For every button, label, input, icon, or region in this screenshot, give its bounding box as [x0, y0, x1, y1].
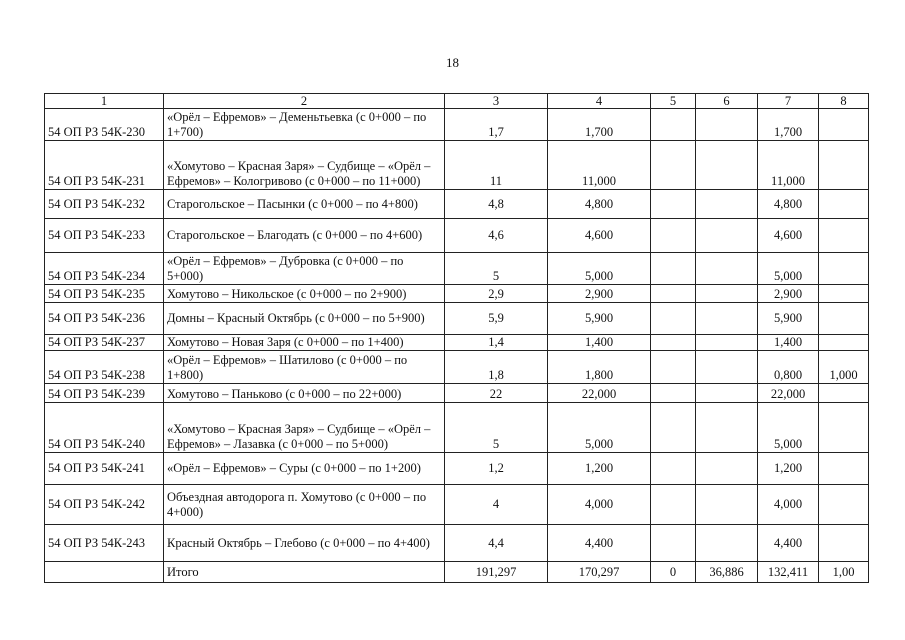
table-row: [45, 285, 869, 303]
cell-col4: 1,700: [548, 109, 651, 141]
cell-col7: 22,000: [758, 384, 819, 403]
cell-col8: [819, 335, 869, 351]
total-col6: 36,886: [696, 562, 758, 583]
road-code: 54 ОП РЗ 54К-230: [45, 109, 164, 141]
header-row: [45, 94, 869, 109]
road-code: 54 ОП РЗ 54К-241: [45, 453, 164, 485]
cell-col6: [696, 351, 758, 384]
cell-col5: [651, 285, 696, 303]
cell-col3: 4: [445, 485, 548, 525]
cell-col6: [696, 403, 758, 453]
page-number: 18: [446, 55, 459, 70]
road-name: «Хомутово – Красная Заря» – Судбище – «Орёл – Ефремов» – Кологривово (с 0+000 – по 11+000): [164, 141, 445, 190]
header-cell: 7: [758, 94, 819, 109]
cell-col5: [651, 219, 696, 253]
cell-col3: 5,9: [445, 303, 548, 335]
table-row: [45, 384, 869, 403]
cell-col3: 4,8: [445, 190, 548, 219]
cell-col5: [651, 335, 696, 351]
cell-col4: 1,800: [548, 351, 651, 384]
total-col8: 1,00: [819, 562, 869, 583]
cell-col8: [819, 141, 869, 190]
road-name: «Орёл – Ефремов» – Дубровка (с 0+000 – по 5+000): [164, 253, 445, 285]
road-code: 54 ОП РЗ 54К-242: [45, 485, 164, 525]
cell-col6: [696, 253, 758, 285]
cell-col4: 4,000: [548, 485, 651, 525]
road-name: Старогольское – Пасынки (с 0+000 – по 4+800): [164, 190, 445, 219]
road-name: Хомутово – Паньково (с 0+000 – по 22+000): [164, 384, 445, 403]
cell-col4: 1,200: [548, 453, 651, 485]
cell-col6: [696, 525, 758, 562]
road-code: 54 ОП РЗ 54К-243: [45, 525, 164, 562]
header-cell: 2: [164, 94, 445, 109]
cell-col7: 11,000: [758, 141, 819, 190]
road-code: 54 ОП РЗ 54К-239: [45, 384, 164, 403]
cell-col8: [819, 303, 869, 335]
table-row: [45, 253, 869, 285]
cell-col7: 4,800: [758, 190, 819, 219]
cell-col7: 1,700: [758, 109, 819, 141]
cell-col5: [651, 190, 696, 219]
cell-col4: 2,900: [548, 285, 651, 303]
cell-col8: [819, 190, 869, 219]
cell-col4: 22,000: [548, 384, 651, 403]
cell-col3: 5: [445, 403, 548, 453]
road-name: «Орёл – Ефремов» – Деменьтьевка (с 0+000 – по 1+700): [164, 109, 445, 141]
table-row: [45, 351, 869, 384]
table-row: [45, 485, 869, 525]
cell-col3: 1,7: [445, 109, 548, 141]
cell-col3: 5: [445, 253, 548, 285]
cell-col7: 1,400: [758, 335, 819, 351]
roads-table: [44, 93, 869, 583]
cell-col6: [696, 141, 758, 190]
cell-col8: [819, 485, 869, 525]
cell-col5: [651, 253, 696, 285]
cell-col3: 1,8: [445, 351, 548, 384]
cell-col5: [651, 525, 696, 562]
road-code: 54 ОП РЗ 54К-231: [45, 141, 164, 190]
table-row: [45, 141, 869, 190]
road-code: 54 ОП РЗ 54К-237: [45, 335, 164, 351]
cell-col6: [696, 453, 758, 485]
cell-col7: 4,400: [758, 525, 819, 562]
table-row: [45, 219, 869, 253]
road-name: «Орёл – Ефремов» – Шатилово (с 0+000 – по 1+800): [164, 351, 445, 384]
cell-col7: 4,600: [758, 219, 819, 253]
road-name: Старогольское – Благодать (с 0+000 – по 4+600): [164, 219, 445, 253]
cell-col5: [651, 141, 696, 190]
cell-col8: [819, 253, 869, 285]
cell-col5: [651, 384, 696, 403]
road-name: Хомутово – Новая Заря (с 0+000 – по 1+400): [164, 335, 445, 351]
cell-col5: [651, 351, 696, 384]
cell-col8: [819, 453, 869, 485]
cell-col7: 0,800: [758, 351, 819, 384]
cell-col6: [696, 335, 758, 351]
table-row: [45, 453, 869, 485]
table-row: [45, 403, 869, 453]
cell-col6: [696, 219, 758, 253]
road-code: 54 ОП РЗ 54К-233: [45, 219, 164, 253]
cell-col3: 1,2: [445, 453, 548, 485]
cell-col8: [819, 403, 869, 453]
total-col4: 170,297: [548, 562, 651, 583]
cell-col3: 2,9: [445, 285, 548, 303]
road-code: 54 ОП РЗ 54К-238: [45, 351, 164, 384]
header-cell: 1: [45, 94, 164, 109]
table-row: [45, 525, 869, 562]
road-code: 54 ОП РЗ 54К-234: [45, 253, 164, 285]
cell-col5: [651, 403, 696, 453]
cell-col8: [819, 384, 869, 403]
header-cell: 3: [445, 94, 548, 109]
cell-col6: [696, 384, 758, 403]
cell-col8: [819, 285, 869, 303]
cell-col7: 5,000: [758, 403, 819, 453]
cell-col4: 1,400: [548, 335, 651, 351]
cell-col7: 5,900: [758, 303, 819, 335]
cell-col3: 22: [445, 384, 548, 403]
cell-col8: [819, 525, 869, 562]
cell-col7: 1,200: [758, 453, 819, 485]
cell-col7: 4,000: [758, 485, 819, 525]
table-row: [45, 190, 869, 219]
total-col3: 191,297: [445, 562, 548, 583]
cell-col4: 4,400: [548, 525, 651, 562]
cell-col7: 2,900: [758, 285, 819, 303]
road-code: 54 ОП РЗ 54К-236: [45, 303, 164, 335]
cell-col3: 1,4: [445, 335, 548, 351]
cell-col8: 1,000: [819, 351, 869, 384]
cell-col8: [819, 219, 869, 253]
road-name: Хомутово – Никольское (с 0+000 – по 2+900): [164, 285, 445, 303]
total-col7: 132,411: [758, 562, 819, 583]
total-code: [45, 562, 164, 583]
road-name: «Орёл – Ефремов» – Суры (с 0+000 – по 1+200): [164, 453, 445, 485]
total-label: Итого: [164, 562, 445, 583]
road-name: Красный Октябрь – Глебово (с 0+000 – по 4+400): [164, 525, 445, 562]
cell-col6: [696, 190, 758, 219]
table-row: [45, 109, 869, 141]
cell-col3: 4,4: [445, 525, 548, 562]
road-name: Объездная автодорога п. Хомутово (с 0+000 – по 4+000): [164, 485, 445, 525]
table-row: [45, 303, 869, 335]
header-cell: 8: [819, 94, 869, 109]
cell-col5: [651, 485, 696, 525]
cell-col8: [819, 109, 869, 141]
cell-col4: 5,900: [548, 303, 651, 335]
road-name: Домны – Красный Октябрь (с 0+000 – по 5+900): [164, 303, 445, 335]
cell-col3: 11: [445, 141, 548, 190]
table-row: [45, 335, 869, 351]
cell-col4: 5,000: [548, 253, 651, 285]
header-cell: 4: [548, 94, 651, 109]
road-code: 54 ОП РЗ 54К-232: [45, 190, 164, 219]
cell-col4: 4,800: [548, 190, 651, 219]
cell-col4: 5,000: [548, 403, 651, 453]
cell-col5: [651, 303, 696, 335]
cell-col4: 11,000: [548, 141, 651, 190]
cell-col6: [696, 109, 758, 141]
cell-col6: [696, 303, 758, 335]
cell-col3: 4,6: [445, 219, 548, 253]
header-cell: 6: [696, 94, 758, 109]
cell-col6: [696, 485, 758, 525]
road-code: 54 ОП РЗ 54К-240: [45, 403, 164, 453]
road-code: 54 ОП РЗ 54К-235: [45, 285, 164, 303]
cell-col7: 5,000: [758, 253, 819, 285]
cell-col5: [651, 109, 696, 141]
total-col5: 0: [651, 562, 696, 583]
cell-col6: [696, 285, 758, 303]
cell-col4: 4,600: [548, 219, 651, 253]
road-name: «Хомутово – Красная Заря» – Судбище – «Орёл – Ефремов» – Лазавка (с 0+000 – по 5+000): [164, 403, 445, 453]
total-row: [45, 562, 869, 583]
cell-col5: [651, 453, 696, 485]
header-cell: 5: [651, 94, 696, 109]
